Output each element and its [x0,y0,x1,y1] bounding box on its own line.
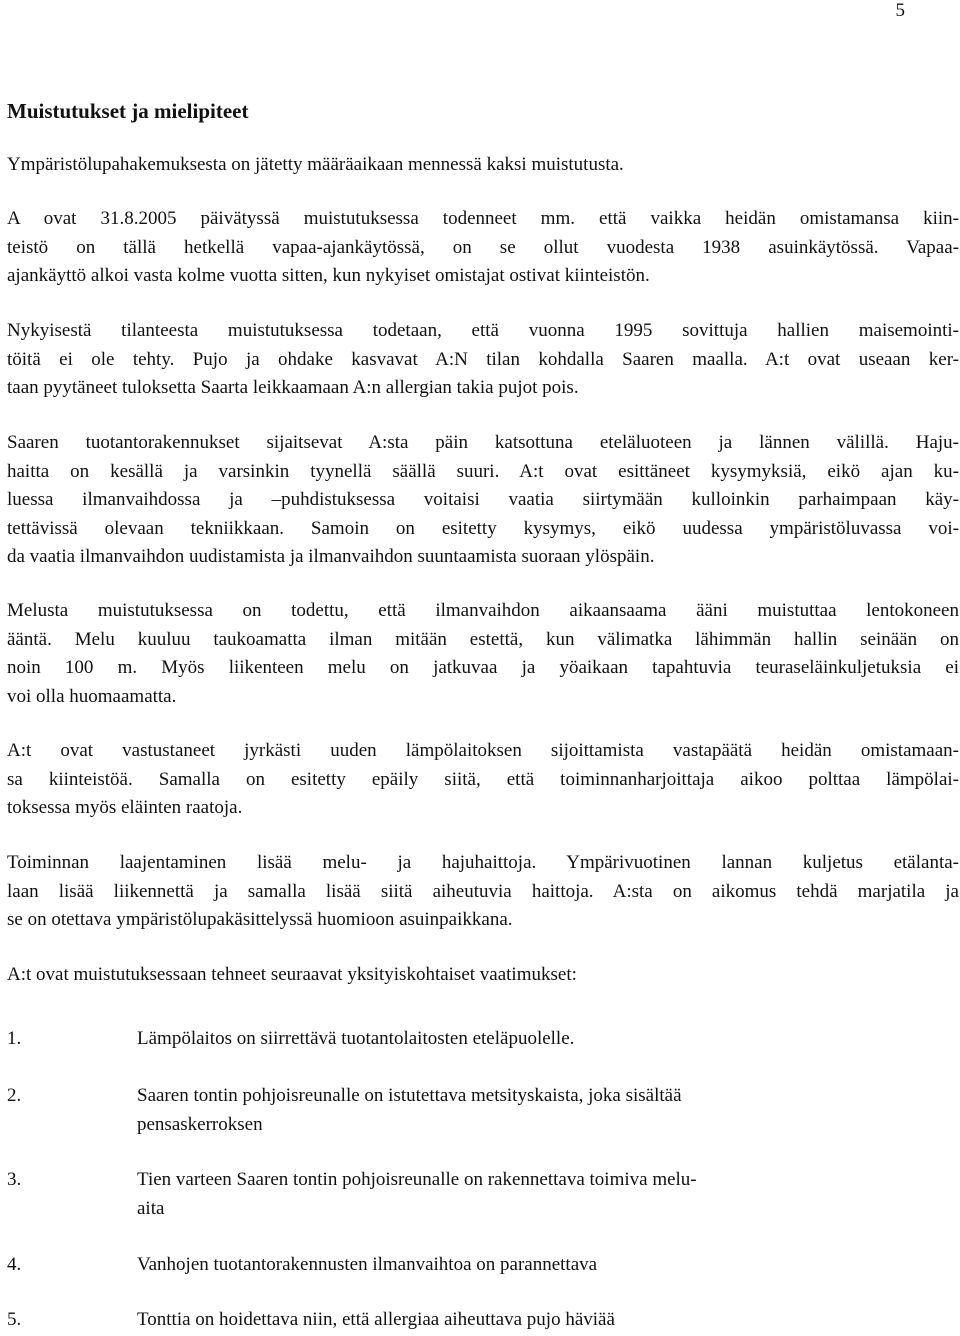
requirement-text [137,1306,877,1335]
paragraph-line: A ovat 31.8.2005 päivätyssä muistutuksessa todenneet mm. että vaikka heidän omistamansa kiin- [7,208,959,229]
paragraph-line: toksessa myös eläinten raatoja. [7,797,243,818]
paragraph-line: ääntä. Melu kuuluu taukoamatta ilman mitään estettä, kun välimatka lähimmän hallin seinään on [7,628,959,650]
paragraph-odour [7,429,959,572]
paragraph-line: laan lisää liikennettä ja samalla lisää siitä aiheutuvia haittoja. A:sta on aikomus tehdä marjatila ja [7,880,959,902]
requirement-number: 1. [7,1028,22,1049]
paragraph-property-use [7,205,959,291]
paragraph-line: haitta on kesällä ja varsinkin tyynellä säällä suuri. A:t ovat esittäneet kysymyksiä, eikö ajan ku- [7,460,959,482]
paragraph-line: Ympäristölupahakemuksesta on jätetty määräaikaan mennessä kaksi muistutusta. [7,154,624,175]
paragraph-line: da vaatia ilmanvaihdon uudistamista ja ilmanvaihdon suuntaamista suoraan ylöspäin. [7,546,655,567]
requirement-line: pensaskerroksen [137,1113,263,1135]
requirement-number: 5. [7,1309,22,1330]
paragraph-line: noin 100 m. Myös liikenteen melu on jatkuvaa ja yöaikaan tapahtuvia teuraseläinkuljetuksia ei [7,657,959,678]
paragraph-line: Nykyisestä tilanteesta muistutuksessa todetaan, että vuonna 1995 sovittuja hallien maisemointi- [7,320,959,341]
paragraph-line: Saaren tuotantorakennukset sijaitsevat A:sta päin katsottuna eteläluoteen ja lännen välillä. Haju- [7,432,959,453]
paragraph-noise [7,597,959,711]
requirement-text [137,1082,877,1139]
paragraph-heating-plant [7,737,959,823]
paragraph-line: Melusta muistutuksessa on todettu, että ilmanvaihdon aikaansaama ääni muistuttaa lentokoneen [7,600,959,621]
requirement-line: Saaren tontin pohjoisreunalle on istutettava metsityskaista, joka sisältää [137,1085,682,1106]
paragraph-intro [7,151,959,180]
requirement-text [137,1166,877,1223]
paragraph-requirements-intro [7,961,959,990]
requirement-line: Lämpölaitos on siirrettävä tuotantolaitosten eteläpuolelle. [137,1028,575,1049]
paragraph-line: Toiminnan laajentaminen lisää melu- ja hajuhaittoja. Ympärivuotinen lannan kuljetus etälanta- [7,852,959,873]
page-number: 5 [895,0,905,21]
paragraph-line: teistö on tällä hetkellä vapaa-ajankäytössä, on se ollut vuodesta 1938 asuinkäytössä. Vapaa- [7,236,959,258]
paragraph-line: A:t ovat muistutuksessaan tehneet seuraavat yksityiskohtaiset vaatimukset: [7,964,577,985]
paragraph-line: A:t ovat vastustaneet jyrkästi uuden lämpölaitoksen sijoittamista vastapäätä heidän omistamaan- [7,740,959,761]
requirement-line: Vanhojen tuotantorakennusten ilmanvaihtoa on parannettava [137,1254,598,1275]
paragraph-line: sa kiinteistöä. Samalla on esitetty epäily siitä, että toiminnanharjoittaja aikoo polttaa lämpölai- [7,768,959,790]
section-heading: Muistutukset ja mielipiteet [7,99,249,123]
requirement-number: 4. [7,1254,22,1275]
requirement-line: aita [137,1197,165,1219]
requirement-line: Tien varteen Saaren tontin pohjoisreunalle on rakennettava toimiva melu- [137,1169,697,1190]
paragraph-line: se on otettava ympäristölupakäsittelyssä huomioon asuinpaikkana. [7,909,513,930]
paragraph-line: voi olla huomaamatta. [7,685,177,707]
paragraph-line: taan pyytäneet tuloksetta Saarta leikkaamaan A:n allergian takia pujot pois. [7,377,579,398]
requirement-text [137,1251,877,1280]
requirement-number: 3. [7,1169,22,1190]
paragraph-expansion [7,849,959,935]
paragraph-line: tettävissä olevaan tekniikkaan. Samoin on esitetty kysymys, eikö uudessa ympäristöluvassa voi- [7,517,959,539]
paragraph-landscaping [7,317,959,403]
requirement-line: Tonttia on hoidettava niin, että allergiaa aiheuttava pujo häviää [137,1309,615,1330]
paragraph-line: luessa ilmanvaihdossa ja –puhdistuksessa voitaisi vaatia siirtymään kulloinkin parhaimpaan käy- [7,489,959,510]
requirement-text [137,1025,877,1054]
paragraph-line: ajankäyttö alkoi vasta kolme vuotta sitten, kun nykyiset omistajat ostivat kiinteistön. [7,265,650,286]
requirement-number: 2. [7,1085,22,1106]
paragraph-line: töitä ei ole tehty. Pujo ja ohdake kasvavat A:N tilan kohdalla Saaren maalla. A:t ovat useaan ker- [7,348,959,370]
